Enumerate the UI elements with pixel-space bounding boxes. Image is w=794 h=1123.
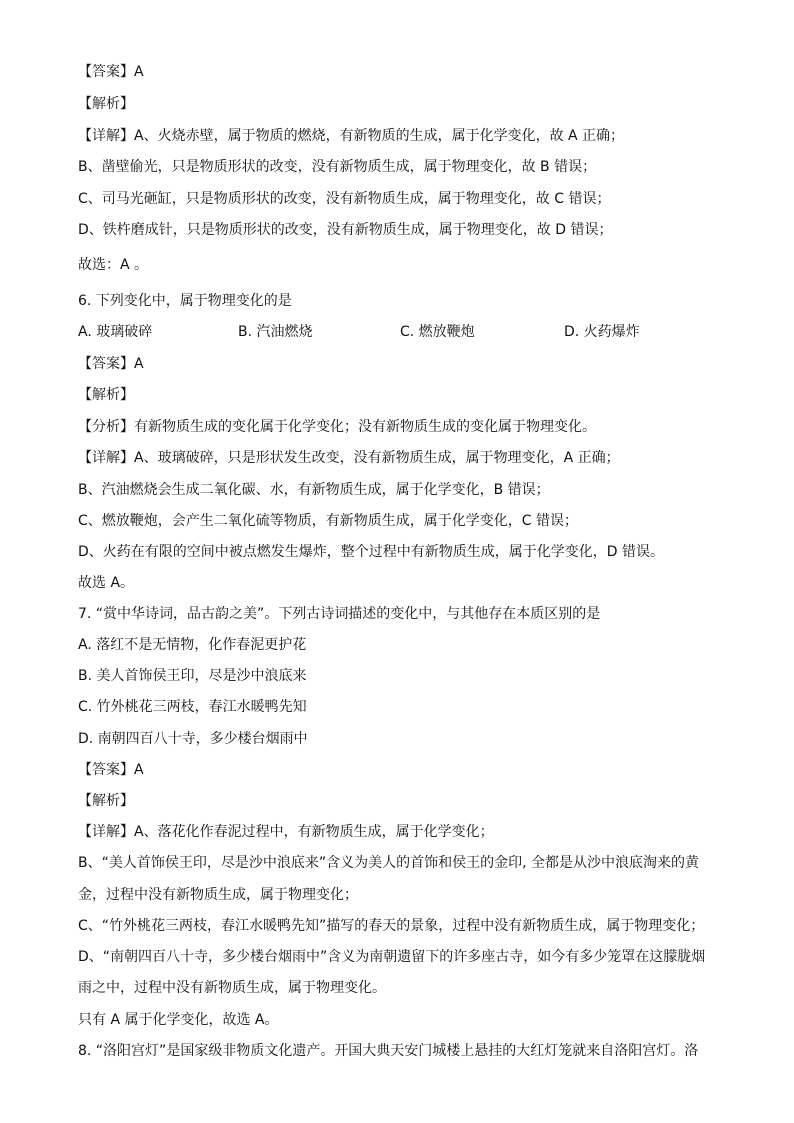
q7-option-d: D. 南朝四百八十寺，多少楼台烟雨中 — [78, 731, 308, 747]
answer-label: 【答案】A — [78, 64, 144, 80]
analysis-label: 【解析】 — [78, 387, 134, 403]
conclusion-line: 故选 A。 — [78, 575, 135, 591]
conclusion-line: 故选：A 。 — [78, 257, 149, 273]
detail-line: B、“美人首饰侯王印，尽是沙中浪底来”含义为美人的首饰和侯王的金印, 全都是从沙中浪底淘来的黄 — [78, 855, 700, 871]
question-8: 8. “洛阳宫灯”是国家级非物质文化遗产。开国大典天安门城楼上悬挂的大红灯笼就来自洛阳宫灯。洛 — [78, 1043, 699, 1059]
detail-line: 【详解】A、火烧赤壁，属于物质的燃烧，有新物质的生成，属于化学变化，故 A 正确； — [78, 128, 625, 144]
detail-line: C、燃放鞭炮，会产生二氧化硫等物质，有新物质生成，属于化学变化，C 错误； — [78, 513, 578, 529]
detail-line: C、“竹外桃花三两枝，春江水暖鸭先知”描写的春天的景象，过程中没有新物质生成，属于物理变化； — [78, 918, 705, 934]
detail-line: D、“南朝四百八十寺，多少楼台烟雨中”含义为南朝遗留下的许多座古寺，如今有多少笼罩在这朦胧烟 — [78, 949, 706, 965]
q6-option-a: A. 玻璃破碎 — [78, 324, 153, 340]
detail-line: C、司马光砸缸，只是物质形状的改变，没有新物质生成，属于物理变化，故 C 错误； — [78, 191, 611, 207]
detail-line: B、凿壁偷光，只是物质形状的改变，没有新物质生成，属于物理变化，故 B 错误； — [78, 159, 597, 175]
detail-line: D、铁杵磨成针，只是物质形状的改变，没有新物质生成，属于物理变化，故 D 错误； — [78, 222, 613, 238]
detail-line: B、汽油燃烧会生成二氧化碳、水，有新物质生成，属于化学变化，B 错误； — [78, 482, 550, 498]
detail-line: D、火药在有限的空间中被点燃发生爆炸，整个过程中有新物质生成，属于化学变化，D 错误。 — [78, 544, 665, 560]
question-6: 6. 下列变化中，属于物理变化的是 — [78, 293, 292, 309]
q6-option-d: D. 火药爆炸 — [564, 324, 640, 340]
question-7: 7. “赏中华诗词，品古韵之美”。下列古诗词描述的变化中，与其他存在本质区别的是 — [78, 606, 601, 622]
answer-label: 【答案】A — [78, 762, 144, 778]
detail-line: 金，过程中没有新物质生成，属于物理变化； — [78, 887, 358, 903]
q6-option-b: B. 汽油燃烧 — [238, 324, 313, 340]
q7-option-b: B. 美人首饰侯王印，尽是沙中浪底来 — [78, 668, 307, 684]
q6-option-c: C. 燃放鞭炮 — [400, 324, 475, 340]
detail-line: 【详解】A、落花化作春泥过程中，有新物质生成，属于化学变化； — [78, 824, 494, 840]
analysis-label: 【解析】 — [78, 793, 134, 809]
answer-label: 【答案】A — [78, 356, 144, 372]
conclusion-line: 只有 A 属于化学变化，故选 A。 — [78, 1012, 279, 1028]
q7-option-a: A. 落红不是无情物，化作春泥更护花 — [78, 637, 307, 653]
q7-option-c: C. 竹外桃花三两枝，春江水暖鸭先知 — [78, 699, 307, 715]
analysis-label: 【解析】 — [78, 96, 134, 112]
detail-line: 雨之中，过程中没有新物质生成，属于物理变化。 — [78, 980, 386, 996]
analysis-line: 【分析】有新物质生成的变化属于化学变化；没有新物质生成的变化属于物理变化。 — [78, 419, 596, 435]
detail-line: 【详解】A、玻璃破碎，只是形状发生改变，没有新物质生成，属于物理变化，A 正确； — [78, 450, 620, 466]
